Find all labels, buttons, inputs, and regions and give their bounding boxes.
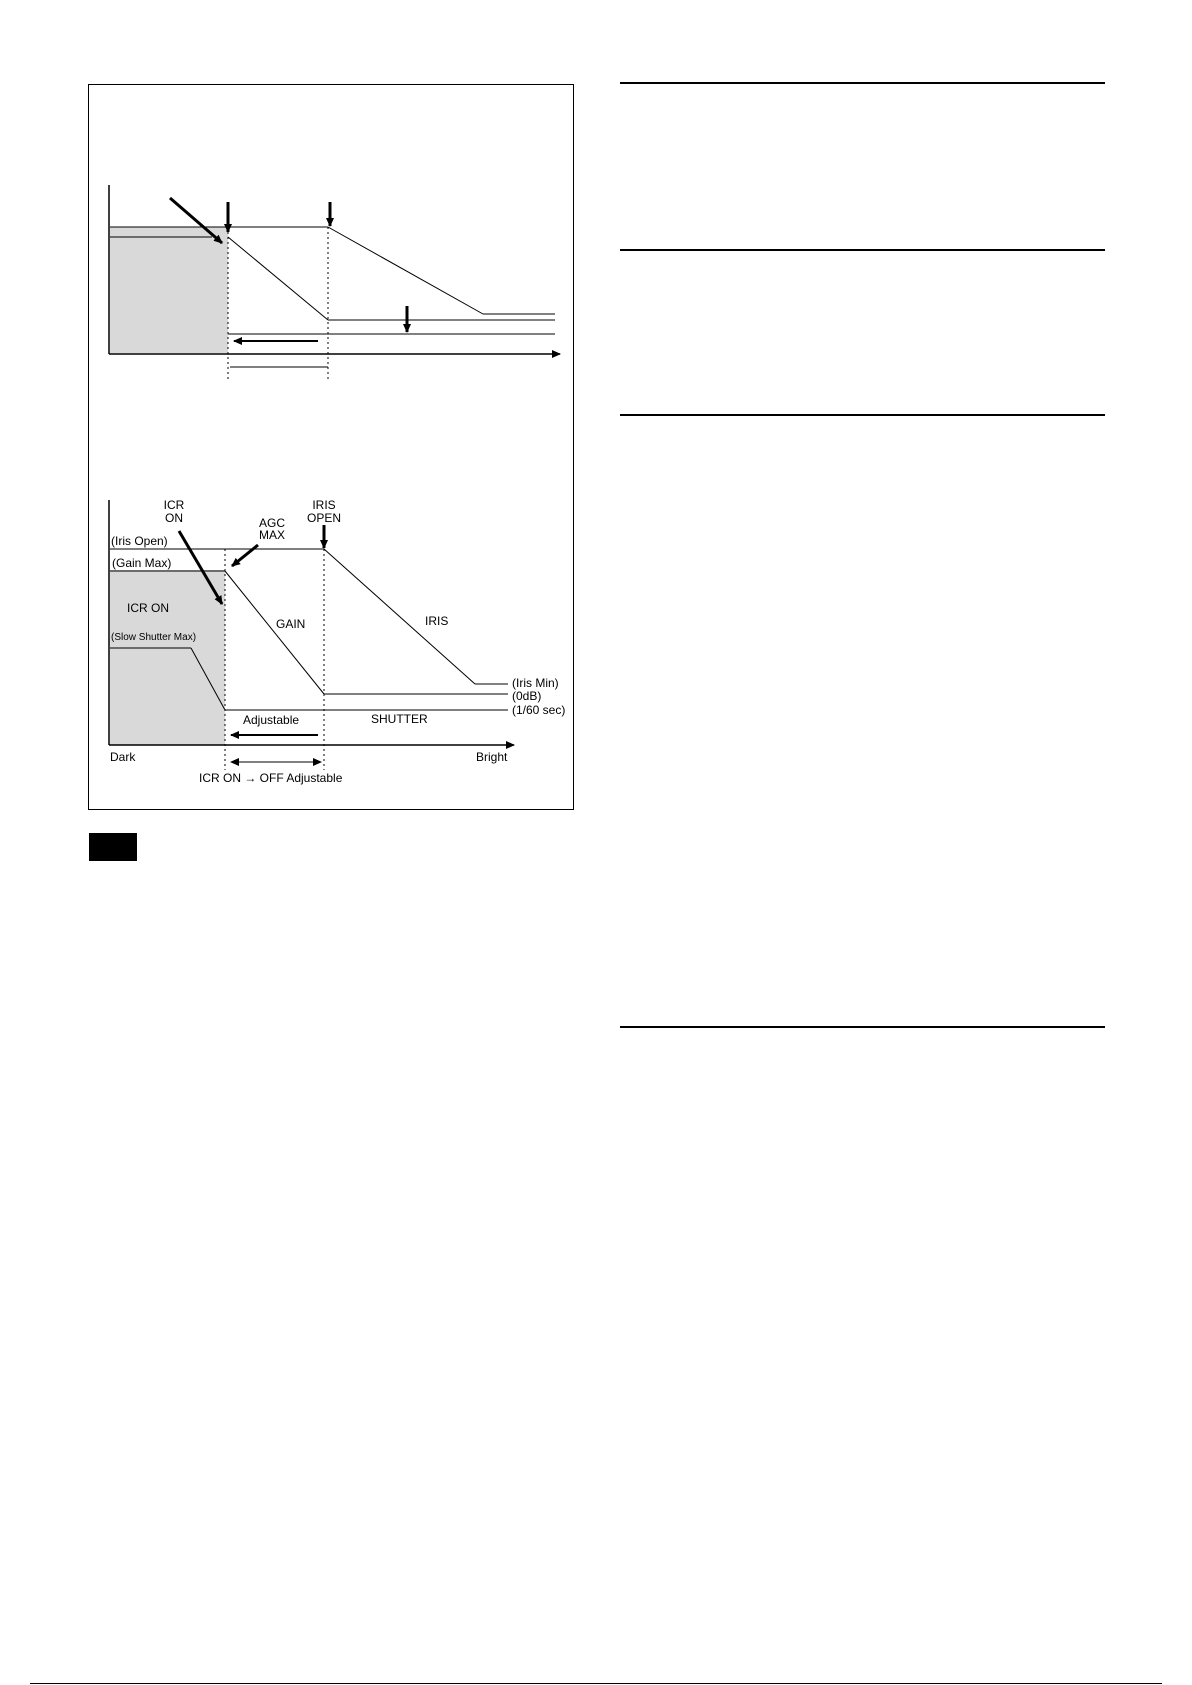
gain-curve-line xyxy=(225,571,324,694)
bottom-diagram xyxy=(109,498,565,785)
icr-on-region-label: ICR ON xyxy=(127,601,169,615)
dark-label: Dark xyxy=(110,750,136,764)
slow-shutter-level-label: (Slow Shutter Max) xyxy=(111,632,197,643)
iris-open-label-line2: OPEN xyxy=(306,511,342,525)
top-iris-slope xyxy=(328,227,483,314)
top-diagram xyxy=(109,185,560,380)
shutter-curve-label: SHUTTER xyxy=(371,712,428,726)
adjustable-label: Adjustable xyxy=(243,713,300,727)
zero-db-level-label: (0dB) xyxy=(512,689,542,703)
icr-range-label: ICR ON → OFF Adjustable xyxy=(199,771,343,785)
icr-on-label-line1: ICR xyxy=(163,498,185,512)
iris-curve-line xyxy=(324,549,475,684)
top-shaded-region xyxy=(110,227,228,353)
iris-open-label-line1: IRIS xyxy=(312,498,336,512)
footer-rule xyxy=(30,1683,1162,1684)
shutter-level-label: (1/60 sec) xyxy=(512,703,566,717)
section-rule-2 xyxy=(620,249,1105,251)
iris-min-level-label: (Iris Min) xyxy=(512,676,559,690)
iris-curve-label: IRIS xyxy=(425,614,449,628)
section-rule-3 xyxy=(620,414,1105,416)
gain-max-level-label: (Gain Max) xyxy=(112,556,172,570)
agc-max-arrow xyxy=(232,545,258,566)
note-tag xyxy=(89,833,137,861)
agc-max-label-line1: AGC xyxy=(258,516,286,530)
gain-curve-label: GAIN xyxy=(276,617,306,631)
agc-max-label-line2: MAX xyxy=(258,528,286,542)
bottom-shaded-region xyxy=(110,570,225,745)
icr-on-label-line2: ON xyxy=(165,511,183,525)
section-rule-4 xyxy=(620,1026,1105,1028)
top-gain-slope xyxy=(228,237,328,320)
section-rule-1 xyxy=(620,82,1105,84)
bright-label: Bright xyxy=(476,750,508,764)
iris-open-level-label: (Iris Open) xyxy=(111,534,168,548)
